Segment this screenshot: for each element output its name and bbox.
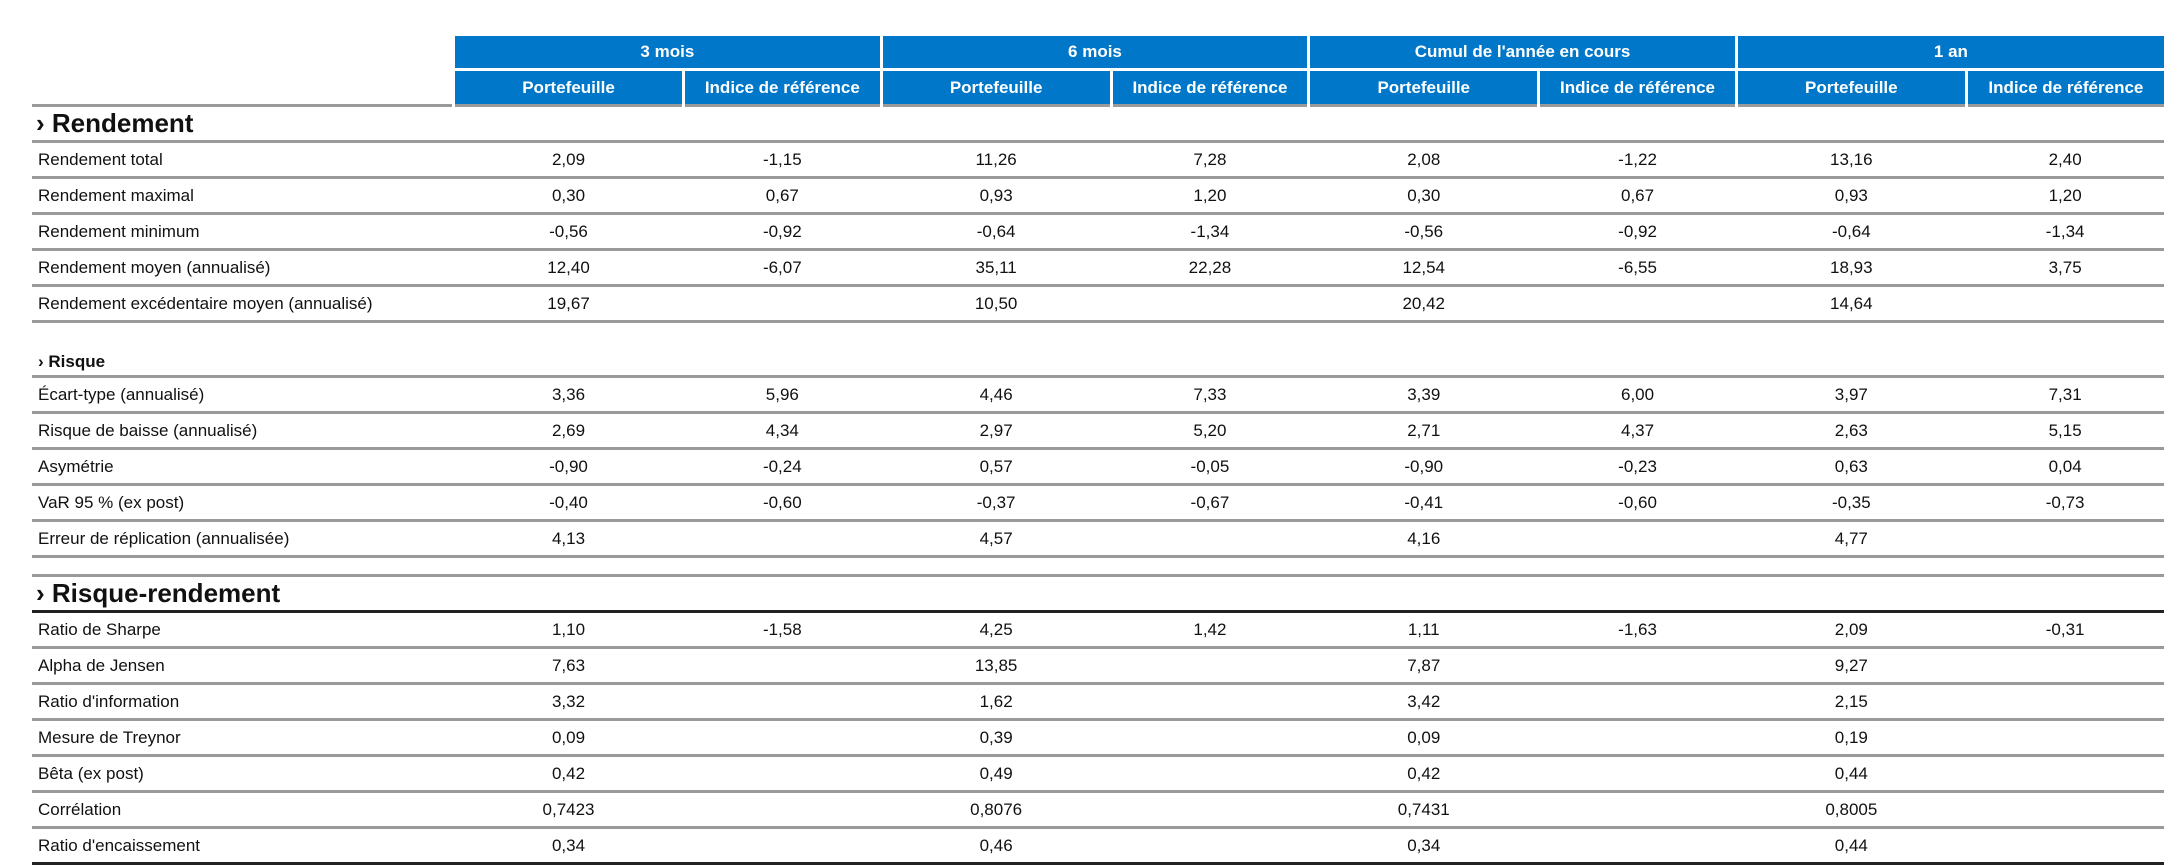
portfolio-value-cell: 20,42	[1309, 286, 1539, 322]
table-row	[32, 449, 2164, 485]
portfolio-value-cell: 0,44	[1736, 756, 1966, 792]
section-title: › Risque-rendement	[32, 576, 2164, 612]
table-row	[32, 792, 2164, 828]
benchmark-value-cell	[1111, 648, 1309, 684]
benchmark-value-cell: 0,04	[1966, 449, 2164, 485]
benchmark-value-cell	[683, 648, 881, 684]
row-label: Mesure de Treynor	[32, 720, 454, 756]
portfolio-value-cell: 4,25	[881, 612, 1111, 648]
portfolio-value-cell: 3,97	[1736, 377, 1966, 413]
portfolio-value-cell: 4,77	[1736, 521, 1966, 557]
portfolio-column-header: Portefeuille	[1736, 70, 1966, 106]
portfolio-value-cell: 18,93	[1736, 250, 1966, 286]
portfolio-value-cell: 14,64	[1736, 286, 1966, 322]
portfolio-value-cell: 4,46	[881, 377, 1111, 413]
period-header: Cumul de l'année en cours	[1309, 36, 1737, 70]
portfolio-value-cell: 19,67	[454, 286, 684, 322]
row-label: Alpha de Jensen	[32, 648, 454, 684]
benchmark-value-cell	[1111, 521, 1309, 557]
benchmark-value-cell: -0,67	[1111, 485, 1309, 521]
benchmark-value-cell: -0,92	[1539, 214, 1737, 250]
portfolio-value-cell: -0,37	[881, 485, 1111, 521]
portfolio-value-cell: 0,34	[454, 828, 684, 864]
benchmark-value-cell: 4,37	[1539, 413, 1737, 449]
header-corner	[32, 70, 454, 106]
benchmark-value-cell: 2,40	[1966, 142, 2164, 178]
benchmark-value-cell	[683, 286, 881, 322]
portfolio-value-cell: 1,10	[454, 612, 684, 648]
benchmark-column-header: Indice de référence	[1539, 70, 1737, 106]
benchmark-value-cell: 5,96	[683, 377, 881, 413]
portfolio-value-cell: 2,15	[1736, 684, 1966, 720]
portfolio-value-cell: -0,40	[454, 485, 684, 521]
portfolio-value-cell: 13,16	[1736, 142, 1966, 178]
table-row	[32, 720, 2164, 756]
section-heading-row	[32, 576, 2164, 612]
portfolio-value-cell: 3,36	[454, 377, 684, 413]
statistics-body	[32, 106, 2164, 864]
table-row	[32, 214, 2164, 250]
portfolio-value-cell: 2,09	[454, 142, 684, 178]
table-row	[32, 286, 2164, 322]
row-label: Asymétrie	[32, 449, 454, 485]
benchmark-value-cell	[1111, 792, 1309, 828]
portfolio-value-cell: 1,62	[881, 684, 1111, 720]
benchmark-value-cell: -0,60	[683, 485, 881, 521]
row-label: Rendement total	[32, 142, 454, 178]
row-label: Rendement maximal	[32, 178, 454, 214]
portfolio-value-cell: 0,46	[881, 828, 1111, 864]
statistics-table	[32, 36, 2164, 865]
benchmark-value-cell	[1539, 756, 1737, 792]
portfolio-value-cell: 0,7423	[454, 792, 684, 828]
portfolio-value-cell: 0,09	[454, 720, 684, 756]
benchmark-value-cell	[1966, 756, 2164, 792]
benchmark-value-cell: 6,00	[1539, 377, 1737, 413]
portfolio-value-cell: 12,54	[1309, 250, 1539, 286]
table-row	[32, 648, 2164, 684]
portfolio-value-cell: 0,39	[881, 720, 1111, 756]
benchmark-value-cell: 7,28	[1111, 142, 1309, 178]
row-label: Erreur de réplication (annualisée)	[32, 521, 454, 557]
table-row	[32, 142, 2164, 178]
benchmark-value-cell: 4,34	[683, 413, 881, 449]
portfolio-value-cell: 2,97	[881, 413, 1111, 449]
portfolio-value-cell: 4,13	[454, 521, 684, 557]
benchmark-value-cell	[683, 828, 881, 864]
portfolio-value-cell: 0,34	[1309, 828, 1539, 864]
benchmark-column-header: Indice de référence	[683, 70, 881, 106]
benchmark-value-cell	[1539, 720, 1737, 756]
row-label: Ratio d'information	[32, 684, 454, 720]
benchmark-value-cell	[1966, 792, 2164, 828]
portfolio-value-cell: 0,8005	[1736, 792, 1966, 828]
portfolio-value-cell: -0,41	[1309, 485, 1539, 521]
portfolio-value-cell: 3,32	[454, 684, 684, 720]
benchmark-column-header: Indice de référence	[1111, 70, 1309, 106]
benchmark-value-cell	[683, 756, 881, 792]
portfolio-value-cell: -0,35	[1736, 485, 1966, 521]
benchmark-value-cell: 1,20	[1966, 178, 2164, 214]
portfolio-value-cell: -0,90	[454, 449, 684, 485]
portfolio-value-cell: 1,11	[1309, 612, 1539, 648]
benchmark-value-cell: 7,31	[1966, 377, 2164, 413]
portfolio-value-cell: 12,40	[454, 250, 684, 286]
portfolio-value-cell: -0,56	[1309, 214, 1539, 250]
benchmark-value-cell: 0,67	[683, 178, 881, 214]
table-row	[32, 413, 2164, 449]
performance-statistics-report	[32, 36, 2164, 865]
benchmark-value-cell: -0,31	[1966, 612, 2164, 648]
portfolio-value-cell: 13,85	[881, 648, 1111, 684]
benchmark-value-cell: 7,33	[1111, 377, 1309, 413]
benchmark-value-cell: 5,15	[1966, 413, 2164, 449]
benchmark-value-cell	[683, 684, 881, 720]
portfolio-value-cell: -0,90	[1309, 449, 1539, 485]
benchmark-value-cell: -1,34	[1966, 214, 2164, 250]
portfolio-value-cell: 0,8076	[881, 792, 1111, 828]
portfolio-value-cell: 7,87	[1309, 648, 1539, 684]
portfolio-value-cell: 0,42	[454, 756, 684, 792]
portfolio-value-cell: 4,57	[881, 521, 1111, 557]
benchmark-value-cell: -6,55	[1539, 250, 1737, 286]
row-label: Risque de baisse (annualisé)	[32, 413, 454, 449]
benchmark-value-cell	[1111, 720, 1309, 756]
table-row	[32, 178, 2164, 214]
period-header: 6 mois	[881, 36, 1309, 70]
benchmark-value-cell	[1111, 286, 1309, 322]
benchmark-value-cell: 1,20	[1111, 178, 1309, 214]
benchmark-value-cell	[683, 720, 881, 756]
benchmark-value-cell: -0,05	[1111, 449, 1309, 485]
portfolio-value-cell: 2,08	[1309, 142, 1539, 178]
benchmark-value-cell: -0,60	[1539, 485, 1737, 521]
row-label: Corrélation	[32, 792, 454, 828]
portfolio-value-cell: 2,09	[1736, 612, 1966, 648]
benchmark-value-cell	[1966, 828, 2164, 864]
benchmark-value-cell	[1539, 648, 1737, 684]
portfolio-value-cell: -0,64	[881, 214, 1111, 250]
benchmark-value-cell: -1,15	[683, 142, 881, 178]
portfolio-value-cell: 7,63	[454, 648, 684, 684]
portfolio-value-cell: 2,71	[1309, 413, 1539, 449]
benchmark-value-cell	[1966, 286, 2164, 322]
section-heading-row	[32, 106, 2164, 142]
table-row	[32, 521, 2164, 557]
table-row	[32, 377, 2164, 413]
period-header: 1 an	[1736, 36, 2164, 70]
benchmark-value-cell: 1,42	[1111, 612, 1309, 648]
section-title: › Risque	[32, 339, 2164, 377]
portfolio-value-cell: 0,57	[881, 449, 1111, 485]
portfolio-value-cell: 0,7431	[1309, 792, 1539, 828]
benchmark-value-cell	[1539, 521, 1737, 557]
section-heading-row	[32, 339, 2164, 377]
benchmark-value-cell: -0,24	[683, 449, 881, 485]
period-header-row	[32, 36, 2164, 70]
benchmark-value-cell	[1966, 521, 2164, 557]
section-spacer	[32, 322, 2164, 340]
benchmark-value-cell	[683, 792, 881, 828]
portfolio-value-cell: 0,93	[1736, 178, 1966, 214]
benchmark-value-cell	[1966, 720, 2164, 756]
row-label: Écart-type (annualisé)	[32, 377, 454, 413]
portfolio-value-cell: 0,09	[1309, 720, 1539, 756]
row-label: VaR 95 % (ex post)	[32, 485, 454, 521]
portfolio-value-cell: -0,64	[1736, 214, 1966, 250]
portfolio-value-cell: 3,39	[1309, 377, 1539, 413]
benchmark-value-cell: -1,58	[683, 612, 881, 648]
portfolio-value-cell: 35,11	[881, 250, 1111, 286]
portfolio-column-header: Portefeuille	[1309, 70, 1539, 106]
benchmark-value-cell: -1,34	[1111, 214, 1309, 250]
portfolio-value-cell: 10,50	[881, 286, 1111, 322]
benchmark-value-cell	[1539, 792, 1737, 828]
row-label: Rendement excédentaire moyen (annualisé)	[32, 286, 454, 322]
header-corner	[32, 36, 454, 70]
subheader-row	[32, 70, 2164, 106]
table-row	[32, 612, 2164, 648]
row-label: Ratio de Sharpe	[32, 612, 454, 648]
benchmark-value-cell: -0,23	[1539, 449, 1737, 485]
benchmark-value-cell	[1539, 286, 1737, 322]
benchmark-column-header: Indice de référence	[1966, 70, 2164, 106]
portfolio-value-cell: 3,42	[1309, 684, 1539, 720]
portfolio-value-cell: 2,63	[1736, 413, 1966, 449]
portfolio-value-cell: 0,42	[1309, 756, 1539, 792]
section-spacer	[32, 557, 2164, 576]
row-label: Bêta (ex post)	[32, 756, 454, 792]
benchmark-value-cell: 0,67	[1539, 178, 1737, 214]
table-row	[32, 756, 2164, 792]
benchmark-value-cell	[1966, 648, 2164, 684]
period-header: 3 mois	[454, 36, 882, 70]
benchmark-value-cell: 22,28	[1111, 250, 1309, 286]
benchmark-value-cell	[1111, 756, 1309, 792]
portfolio-value-cell: 0,30	[454, 178, 684, 214]
portfolio-value-cell: 9,27	[1736, 648, 1966, 684]
benchmark-value-cell: 5,20	[1111, 413, 1309, 449]
portfolio-value-cell: 0,93	[881, 178, 1111, 214]
benchmark-value-cell: 3,75	[1966, 250, 2164, 286]
benchmark-value-cell	[1111, 828, 1309, 864]
section-title: › Rendement	[32, 106, 2164, 142]
benchmark-value-cell: -0,73	[1966, 485, 2164, 521]
benchmark-value-cell: -0,92	[683, 214, 881, 250]
row-label: Rendement moyen (annualisé)	[32, 250, 454, 286]
benchmark-value-cell	[1539, 828, 1737, 864]
portfolio-value-cell: 11,26	[881, 142, 1111, 178]
portfolio-column-header: Portefeuille	[454, 70, 684, 106]
portfolio-value-cell: 2,69	[454, 413, 684, 449]
row-label: Rendement minimum	[32, 214, 454, 250]
row-label: Ratio d'encaissement	[32, 828, 454, 864]
benchmark-value-cell: -6,07	[683, 250, 881, 286]
benchmark-value-cell: -1,22	[1539, 142, 1737, 178]
table-row	[32, 250, 2164, 286]
table-row	[32, 684, 2164, 720]
benchmark-value-cell	[683, 521, 881, 557]
benchmark-value-cell: -1,63	[1539, 612, 1737, 648]
portfolio-value-cell: 0,63	[1736, 449, 1966, 485]
benchmark-value-cell	[1539, 684, 1737, 720]
portfolio-value-cell: -0,56	[454, 214, 684, 250]
portfolio-value-cell: 0,19	[1736, 720, 1966, 756]
table-row	[32, 828, 2164, 864]
benchmark-value-cell	[1111, 684, 1309, 720]
portfolio-value-cell: 0,49	[881, 756, 1111, 792]
portfolio-column-header: Portefeuille	[881, 70, 1111, 106]
table-row	[32, 485, 2164, 521]
portfolio-value-cell: 4,16	[1309, 521, 1539, 557]
portfolio-value-cell: 0,30	[1309, 178, 1539, 214]
benchmark-value-cell	[1966, 684, 2164, 720]
portfolio-value-cell: 0,44	[1736, 828, 1966, 864]
